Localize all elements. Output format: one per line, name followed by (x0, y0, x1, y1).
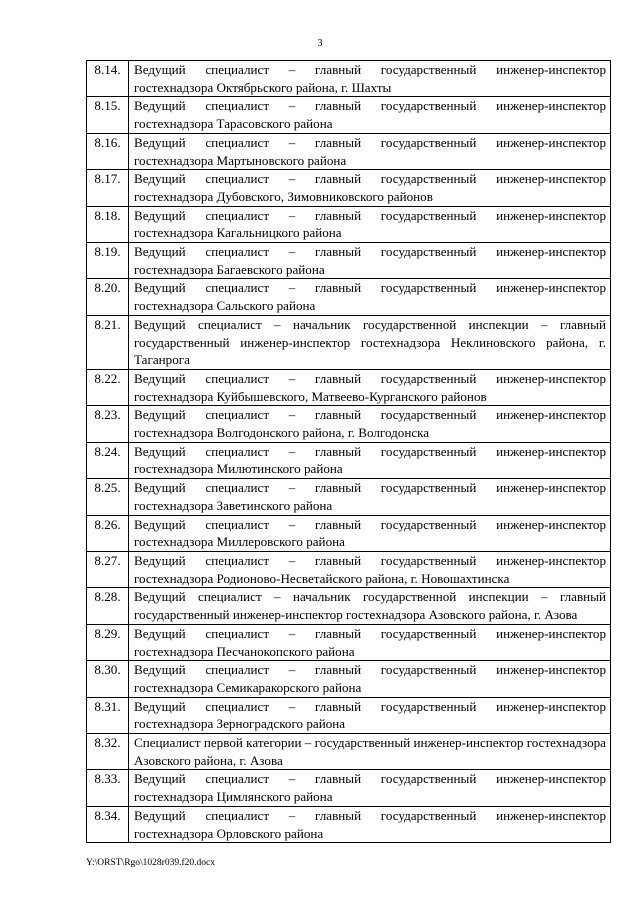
row-number: 8.30. (87, 661, 129, 697)
row-number: 8.24. (87, 442, 129, 478)
position-title: Ведущий специалист – главный государственный инженер-инспектор гостехнадзора Волгодонского района, г. Волгодонска (129, 406, 611, 442)
position-title: Ведущий специалист – главный государственный инженер-инспектор гостехнадзора Орловского района (129, 806, 611, 842)
row-number: 8.16. (87, 133, 129, 169)
row-number: 8.18. (87, 206, 129, 242)
table-row (87, 806, 611, 842)
row-number: 8.26. (87, 515, 129, 551)
position-title: Ведущий специалист – главный государственный инженер-инспектор гостехнадзора Куйбышевского, Матвеево-Курганского районов (129, 369, 611, 405)
position-title: Ведущий специалист – главный государственный инженер-инспектор гостехнадзора Миллеровского района (129, 515, 611, 551)
row-number: 8.29. (87, 624, 129, 660)
row-number: 8.14. (87, 61, 129, 97)
position-title: Ведущий специалист – главный государственный инженер-инспектор гостехнадзора Октябрьского района, г. Шахты (129, 61, 611, 97)
row-number: 8.20. (87, 279, 129, 315)
footer-file-path: Y:\ORST\Rgo\1028r039.f20.docx (86, 858, 215, 868)
position-title: Ведущий специалист – главный государственный инженер-инспектор гостехнадзора Дубовского, Зимовниковского районов (129, 170, 611, 206)
table-row (87, 624, 611, 660)
table-row (87, 479, 611, 515)
position-title: Ведущий специалист – главный государственный инженер-инспектор гостехнадзора Заветинского района (129, 479, 611, 515)
row-number: 8.15. (87, 97, 129, 133)
table-row (87, 243, 611, 279)
row-number: 8.19. (87, 243, 129, 279)
position-title: Специалист первой категории – государственный инженер-инспектор гостехнадзора Азовского района, г. Азова (129, 734, 611, 770)
table-row (87, 697, 611, 733)
table-row (87, 406, 611, 442)
table-row (87, 61, 611, 97)
position-title: Ведущий специалист – главный государственный инженер-инспектор гостехнадзора Родионово-Несветайского района, г. Новошахтинска (129, 551, 611, 587)
table-row (87, 170, 611, 206)
row-number: 8.31. (87, 697, 129, 733)
row-number: 8.25. (87, 479, 129, 515)
row-number: 8.22. (87, 369, 129, 405)
position-title: Ведущий специалист – главный государственный инженер-инспектор гостехнадзора Кагальницкого района (129, 206, 611, 242)
positions-table-body (87, 61, 611, 843)
position-title: Ведущий специалист – главный государственный инженер-инспектор гостехнадзора Мартыновского района (129, 133, 611, 169)
table-row (87, 206, 611, 242)
table-row (87, 279, 611, 315)
table-row (87, 588, 611, 624)
position-title: Ведущий специалист – начальник государственной инспекции – главный государственный инженер-инспектор гостехнадзора Неклиновского района, г. Таганрога (129, 315, 611, 369)
row-number: 8.33. (87, 770, 129, 806)
row-number: 8.34. (87, 806, 129, 842)
row-number: 8.27. (87, 551, 129, 587)
positions-table (86, 60, 611, 843)
row-number: 8.23. (87, 406, 129, 442)
table-row (87, 551, 611, 587)
table-row (87, 315, 611, 369)
position-title: Ведущий специалист – главный государственный инженер-инспектор гостехнадзора Семикаракорского района (129, 661, 611, 697)
table-row (87, 442, 611, 478)
position-title: Ведущий специалист – начальник государственной инспекции – главный государственный инженер-инспектор гостехнадзора Азовского района, г. Азова (129, 588, 611, 624)
position-title: Ведущий специалист – главный государственный инженер-инспектор гостехнадзора Цимлянского района (129, 770, 611, 806)
table-row (87, 661, 611, 697)
table-row (87, 734, 611, 770)
position-title: Ведущий специалист – главный государственный инженер-инспектор гостехнадзора Тарасовского района (129, 97, 611, 133)
position-title: Ведущий специалист – главный государственный инженер-инспектор гостехнадзора Зерноградского района (129, 697, 611, 733)
table-row (87, 515, 611, 551)
table-row (87, 133, 611, 169)
row-number: 8.32. (87, 734, 129, 770)
row-number: 8.28. (87, 588, 129, 624)
position-title: Ведущий специалист – главный государственный инженер-инспектор гостехнадзора Песчанокопского района (129, 624, 611, 660)
table-row (87, 97, 611, 133)
position-title: Ведущий специалист – главный государственный инженер-инспектор гостехнадзора Багаевского района (129, 243, 611, 279)
row-number: 8.17. (87, 170, 129, 206)
page-number: 3 (317, 38, 323, 49)
row-number: 8.21. (87, 315, 129, 369)
position-title: Ведущий специалист – главный государственный инженер-инспектор гостехнадзора Милютинского района (129, 442, 611, 478)
table-row (87, 369, 611, 405)
table-row (87, 770, 611, 806)
position-title: Ведущий специалист – главный государственный инженер-инспектор гостехнадзора Сальского района (129, 279, 611, 315)
